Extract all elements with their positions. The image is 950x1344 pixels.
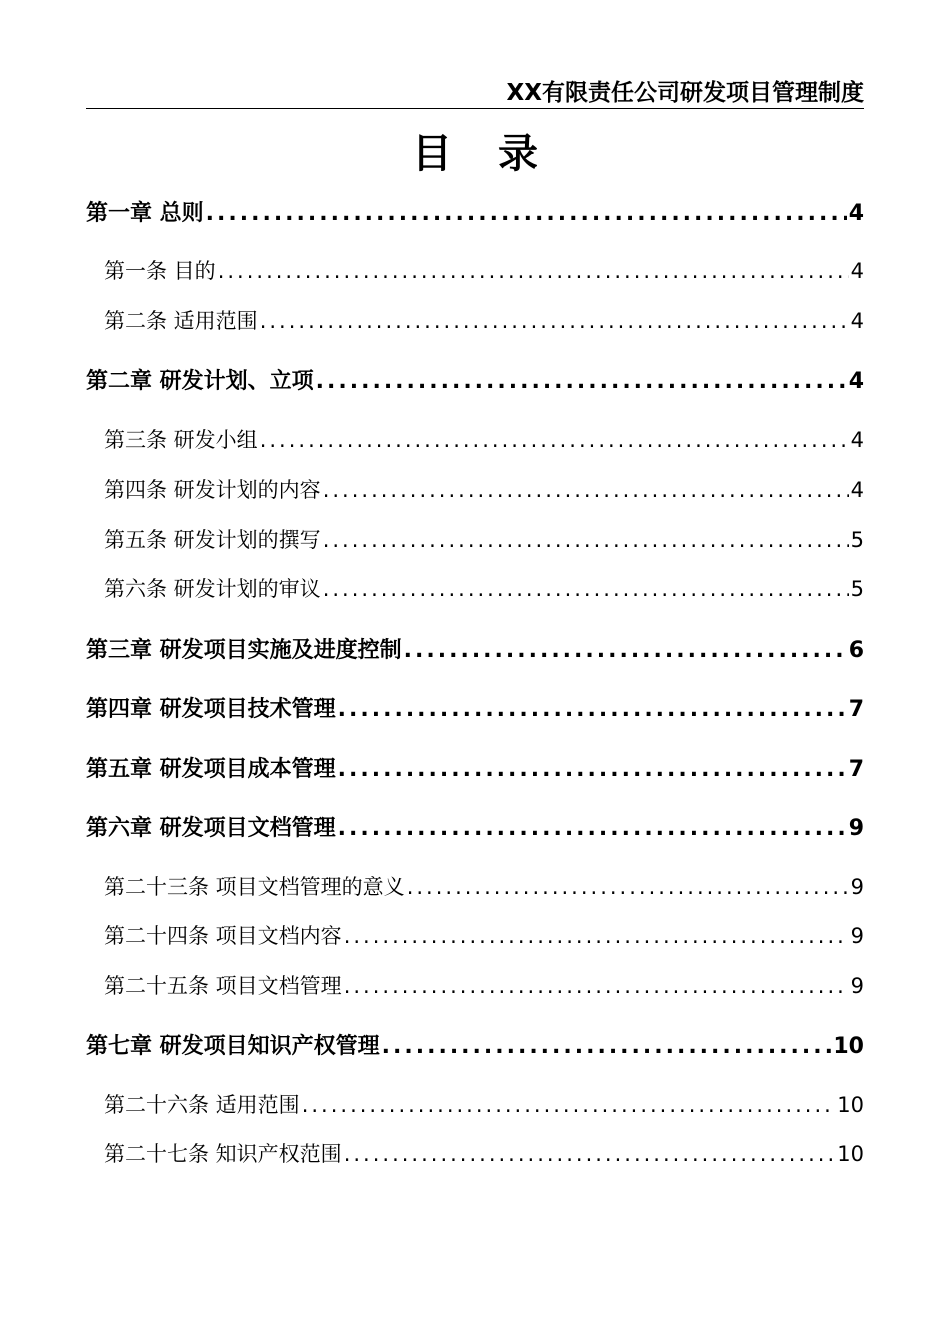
toc-article-entry[interactable]: [86, 1089, 864, 1123]
toc-chapter-entry[interactable]: [86, 196, 864, 232]
toc-entry-label: 第一条 目的: [104, 259, 216, 283]
toc-leader-dots: [260, 309, 849, 333]
toc-page-number: 5: [850, 528, 864, 552]
toc-leader-dots: [323, 478, 849, 502]
toc-leader-dots: [316, 369, 847, 394]
toc-page-number: 9: [850, 924, 864, 948]
toc-entry-label: 第二十五条 项目文档管理: [104, 974, 342, 998]
toc-page-number: 7: [848, 697, 864, 722]
toc-entry-label: 第五章 研发项目成本管理: [86, 757, 336, 782]
toc-leader-dots: [323, 528, 849, 552]
toc-entry-label: 第五条 研发计划的撰写: [104, 528, 321, 552]
toc-page-number: 4: [850, 309, 864, 333]
toc-leader-dots: [338, 697, 847, 722]
toc-page-number: 4: [850, 259, 864, 283]
toc-entry-label: 第六条 研发计划的审议: [104, 577, 321, 601]
page-header: [86, 78, 864, 109]
toc-chapter-entry[interactable]: [86, 364, 864, 400]
header-title: XX有限责任公司研发项目管理制度: [506, 80, 864, 106]
toc-page-number: 10: [837, 1093, 864, 1117]
toc-entry-label: 第六章 研发项目文档管理: [86, 816, 336, 841]
toc-leader-dots: [344, 974, 849, 998]
toc-leader-dots: [323, 577, 849, 601]
toc-entry-label: 第四章 研发项目技术管理: [86, 697, 336, 722]
toc-page-number: 6: [848, 638, 864, 663]
toc-title-char: 目: [412, 131, 452, 177]
toc-article-entry[interactable]: [86, 970, 864, 1004]
toc-leader-dots: [338, 757, 847, 782]
toc-entry-label: 第二条 适用范围: [104, 309, 258, 333]
toc-chapter-entry[interactable]: [86, 633, 864, 669]
toc-chapter-entry[interactable]: [86, 811, 864, 847]
toc-leader-dots: [218, 259, 849, 283]
toc-leader-dots: [338, 816, 847, 841]
toc-entry-label: 第二章 研发计划、立项: [86, 369, 314, 394]
toc-leader-dots: [382, 1034, 832, 1059]
toc-leader-dots: [302, 1093, 836, 1117]
toc-chapter-entry[interactable]: [86, 752, 864, 788]
toc-leader-dots: [260, 428, 849, 452]
toc-entry-label: 第四条 研发计划的内容: [104, 478, 321, 502]
toc-leader-dots: [206, 201, 847, 226]
toc-page-number: 4: [848, 369, 864, 394]
toc-entry-label: 第三条 研发小组: [104, 428, 258, 452]
toc-title-char: 录: [498, 131, 538, 177]
toc-page-number: 7: [848, 757, 864, 782]
toc-page-number: 9: [848, 816, 864, 841]
toc-page-number: 9: [850, 974, 864, 998]
toc-leader-dots: [344, 924, 849, 948]
toc-leader-dots: [404, 638, 847, 663]
toc-article-entry[interactable]: [86, 524, 864, 558]
toc-entry-label: 第二十三条 项目文档管理的意义: [104, 875, 405, 899]
toc-page-number: 5: [850, 577, 864, 601]
toc-article-entry[interactable]: [86, 474, 864, 508]
toc-chapter-entry[interactable]: [86, 1029, 864, 1065]
toc-entry-label: 第一章 总则: [86, 201, 204, 226]
toc-entry-label: 第二十七条 知识产权范围: [104, 1142, 342, 1166]
toc-entry-label: 第二十六条 适用范围: [104, 1093, 300, 1117]
toc-page-number: 4: [848, 201, 864, 226]
toc-page-number: 10: [837, 1142, 864, 1166]
toc-leader-dots: [407, 875, 849, 899]
toc-leader-dots: [344, 1142, 836, 1166]
toc-article-entry[interactable]: [86, 424, 864, 458]
toc-page-number: 4: [850, 478, 864, 502]
toc-chapter-entry[interactable]: [86, 692, 864, 728]
toc-page-number: 9: [850, 875, 864, 899]
toc-article-entry[interactable]: [86, 1138, 864, 1172]
toc-page-number: 10: [833, 1034, 864, 1059]
toc-entry-label: 第七章 研发项目知识产权管理: [86, 1034, 380, 1059]
toc-entry-label: 第二十四条 项目文档内容: [104, 924, 342, 948]
toc-article-entry[interactable]: [86, 255, 864, 289]
toc-article-entry[interactable]: [86, 305, 864, 339]
toc-entry-label: 第三章 研发项目实施及进度控制: [86, 638, 402, 663]
toc-title: [0, 128, 950, 180]
toc-article-entry[interactable]: [86, 573, 864, 607]
toc-article-entry[interactable]: [86, 920, 864, 954]
toc-article-entry[interactable]: [86, 871, 864, 905]
toc-page-number: 4: [850, 428, 864, 452]
